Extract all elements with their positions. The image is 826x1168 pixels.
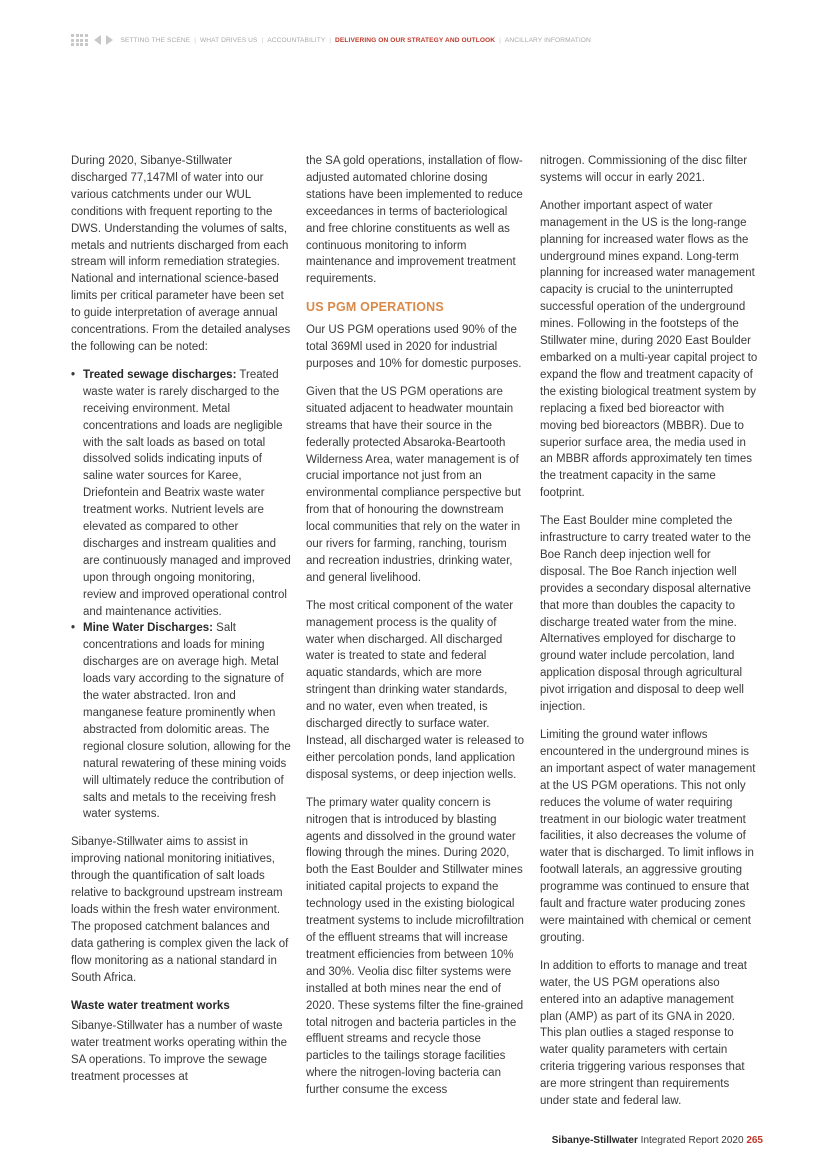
- page-number: 265: [746, 1135, 763, 1146]
- nav-setting-the-scene[interactable]: SETTING THE SCENE: [120, 36, 191, 44]
- arrow-left-icon[interactable]: [94, 35, 101, 45]
- nav-separator: |: [329, 36, 332, 44]
- grid-menu-icon[interactable]: [71, 34, 88, 46]
- paragraph: the SA gold operations, installation of flow-adjusted automated chlorine dosing stations have been implemented to reduce exceedances in terms of bacteriological and free chlorine constituents as well as continuous monitoring to inform maintenance and improvement treatment requirements.: [306, 155, 523, 286]
- paragraph: Another important aspect of water management in the US is the long-range planning for increased water flows as the underground mines expand. Long-term planning for increased water management capacity is crucial to the uninterrupted successful operation of the underground mines. Following in the footsteps of the Stillwater mine, during 2020 East Boulder embarked on a multi-year capital project to expand the flow and treatment capacity of the existing biological treatment system by replacing a fixed bed bioreactor with moving bed bioreactors (MBBR). Due to superior surface area, the media used in an MBBR affords approximately ten times the treatment capacity in the same footprint.: [540, 199, 758, 500]
- nav-accountability[interactable]: ACCOUNTABILITY: [267, 36, 326, 44]
- bullet-lead: Mine Water Discharges:: [83, 622, 213, 635]
- list-item: [71, 620, 291, 823]
- bullet-list: [71, 367, 291, 823]
- page-footer: [552, 1135, 763, 1146]
- nav-separator: |: [194, 36, 196, 44]
- paragraph: nitrogen. Commissioning of the disc filter systems will occur in early 2021.: [540, 155, 748, 184]
- column-3: [540, 153, 758, 1121]
- bullet-lead: Treated sewage discharges:: [83, 368, 237, 381]
- paragraph: During 2020, Sibanye-Stillwater discharged 77,147Ml of water into our various catchments under our WUL conditions with frequent reporting to the DWS. Understanding the volumes of salts, metals and nutrients discharged from each stream will inform remediation strategies. National and international science-based limits per critical parameter have been set to guide interpretation of average annual concentrations. From the detailed analyses the following can be noted:: [71, 155, 291, 353]
- paragraph: In addition to efforts to manage and treat water, the US PGM operations also entered into an adaptive management plan (AMP) as part of its GNA in 2020. This plan outlies a staged response to water quality parameters with certain criteria triggering various responses that are more stringent than requirements under state and federal law.: [540, 959, 747, 1108]
- subheading-waste-water: Waste water treatment works: [71, 999, 230, 1012]
- nav-what-drives-us[interactable]: WHAT DRIVES US: [199, 36, 258, 44]
- footer-brand: Sibanye-Stillwater: [551, 1135, 638, 1146]
- nav-separator: |: [499, 36, 501, 44]
- nav-separator: |: [261, 36, 264, 44]
- top-navigation: [71, 33, 591, 47]
- paragraph: The most critical component of the water management process is the quality of water when discharged. All discharged water is treated to state and federal aquatic standards, which are more stringent than drinking water standards, and no water, even when treated, is discharged directly to surface water. Instead, all discharged water is released to either percolation ponds, land application disposal systems, or deep injection wells.: [306, 599, 524, 781]
- paragraph: The primary water quality concern is nitrogen that is introduced by blasting agents and dissolved in the ground water flowing through the mines. During 2020, both the East Boulder and Stillwater mines initiated capital projects to expand the technology used in the existing biological treatment systems to include microfiltration of the effluent streams that will increase treatment efficiencies from between 10% and 30%. Veolia disc filter systems were installed at both mines near the end of 2020. These systems filter the fine-grained total nitrogen and bacteria particles in the effluent streams and recycle those particles to the tailings storage facilities where the nitrogen-loving bacteria can further consume the excess: [306, 796, 524, 1097]
- arrow-right-icon[interactable]: [106, 35, 113, 45]
- paragraph: Sibanye-Stillwater aims to assist in improving national monitoring initiatives, through the quantification of salt loads relative to background upstream instream loads within the fresh water environment. The proposed catchment balances and data gathering is complex given the lack of flow monitoring as a national standard in South Africa.: [71, 836, 289, 984]
- paragraph: Our US PGM operations used 90% of the total 369Ml used in 2020 for industrial purposes and 10% for domestic purposes.: [306, 324, 522, 370]
- footer-report-title: Integrated Report 2020: [637, 1135, 747, 1146]
- nav-ancillary-information[interactable]: ANCILLARY INFORMATION: [504, 36, 591, 44]
- column-2: [306, 153, 524, 1110]
- paragraph: The East Boulder mine completed the infrastructure to carry treated water to the Boe Ranch deep injection well for disposal. The Boe Ranch injection well provides a secondary disposal alternative that more than doubles the capacity to discharge treated water from the mine. Alternatives employed for discharge to ground water include percolation, land application disposal through agricultural pivot irrigation and disposal to deep well injection.: [540, 515, 751, 714]
- bullet-text: Salt concentrations and loads for mining discharges are on average high. Metal loads vary according to the signature of the water abstracted. Iron and manganese feature prominently when abstracted from dolomitic areas. The regional closure solution, allowing for the natural rewatering of these mining voids will ultimately reduce the contribution of salts and metals to the receiving fresh water systems.: [83, 622, 291, 821]
- paragraph: Given that the US PGM operations are situated adjacent to headwater mountain streams that have their source in the federally protected Absaroka-Beartooth Wilderness Area, water management is of crucial importance not just from an environmental compliance perspective but from that of honouring the downstream local communities that rely on the water in our rivers for farming, ranching, tourism and recreation industries, drinking water, and general livelihood.: [306, 385, 521, 584]
- paragraph: Limiting the ground water inflows encountered in the underground mines is an important aspect of water management at the US PGM operations. This not only reduces the volume of water requiring treatment in our biologic water treatment facilities, it also decreases the volume of water that is discharged. To limit inflows in footwall laterals, an aggressive grouting programme was continued to ensure that fault and fracture water producing zones were maintained with chemical or cement grouting.: [540, 729, 756, 944]
- section-heading-us-pgm: US PGM OPERATIONS: [306, 300, 444, 315]
- bullet-text: Treated waste water is rarely discharged to the receiving environment. Metal concentrations and loads are negligible with the salt loads as based on total dissolved solids indicating inputs of saline water sources for Karee, Driefontein and Beatrix waste water treatment works. Nutrient levels are elevated as compared to other discharges and instream qualities and are continuously managed and improved upon through ongoing monitoring, review and improved operational control and maintenance activities.: [83, 368, 291, 618]
- paragraph: Sibanye-Stillwater has a number of waste water treatment works operating within the SA operations. To improve the sewage treatment processes at: [71, 1020, 288, 1084]
- nav-delivering-on-strategy[interactable]: DELIVERING ON OUR STRATEGY AND OUTLOOK: [335, 36, 496, 44]
- list-item: [71, 367, 291, 621]
- column-1: [71, 153, 291, 1097]
